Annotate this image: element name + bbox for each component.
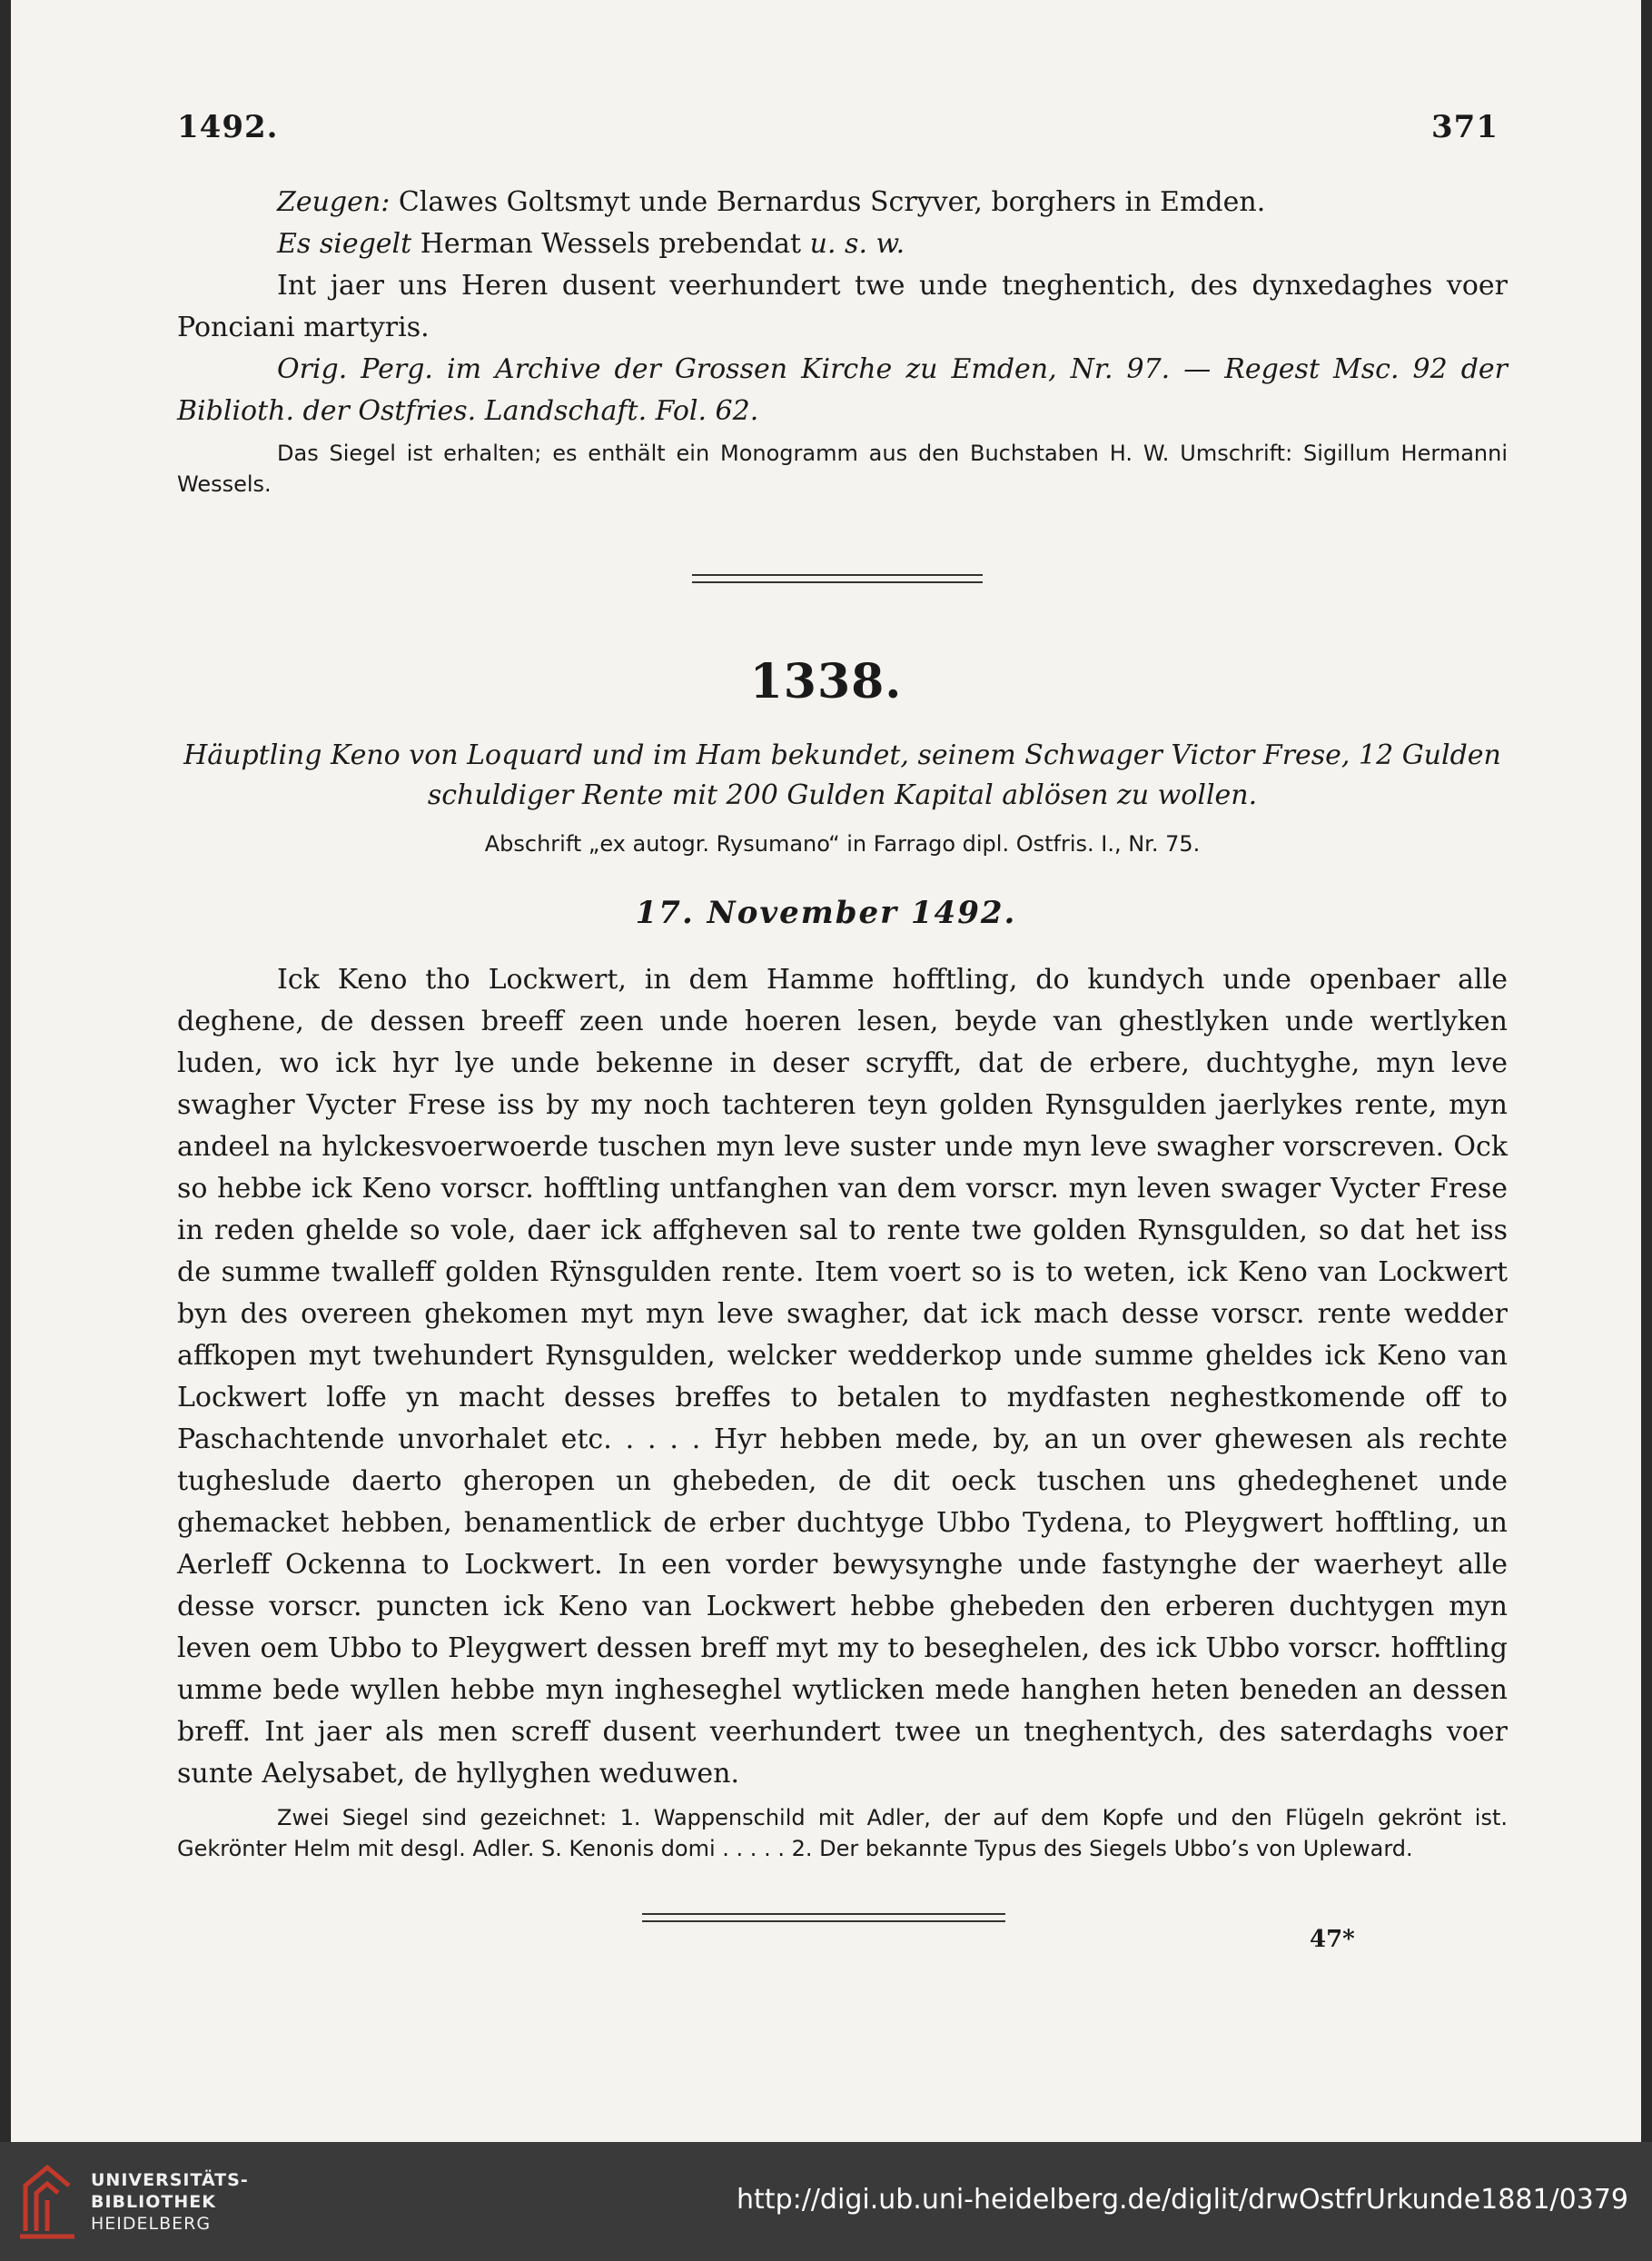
header-page-number: 371 — [1431, 109, 1499, 145]
archive-source: Orig. Perg. im Archive der Grossen Kirche zu Emden, Nr. 97. — Regest Msc. 92 der Biblioth. der Ostfries. Landschaft. Fol. 62. — [177, 353, 1508, 427]
date-clause: Int jaer uns Heren dusent veerhundert twe unde tneghentich, des dynxedaghes voer Ponciani martyris. — [177, 270, 1508, 343]
permalink-url[interactable]: http://digi.ub.uni-heidelberg.de/diglit/drwOstfrUrkunde1881/0379 — [737, 2184, 1628, 2216]
library-logo-icon — [16, 2158, 78, 2242]
document-number: 1338. — [749, 654, 903, 709]
document-page — [11, 0, 1641, 2142]
folio-mark: 47* — [1310, 1926, 1355, 1953]
copy-source: Abschrift „ex autogr. Rysumano“ in Farrago dipl. Ostfris. I., Nr. 75. — [484, 831, 1201, 857]
body-seal-note: Zwei Siegel sind gezeichnet: 1. Wappenschild mit Adler, der auf dem Kopfe und den Flügeln gekrönt ist. Gekrönter Helm mit desgl. Adler. S. Kenonis domi . . . . . 2. Der bekannte Typus des Siegels Ubbo’s von Upleward. — [177, 1805, 1508, 1861]
witnesses-line: Zeugen: Clawes Goltsmyt unde Bernardus Scryver, borghers in Emden. — [277, 186, 1266, 218]
document-summary: Häuptling Keno von Loquard und im Ham bekundet, seinem Schwager Victor Frese, 12 Gulden schuldiger Rente mit 200 Gulden Kapital ablösen zu wollen. — [183, 739, 1501, 811]
closing-divider — [642, 1913, 1005, 1922]
sealer-line: Es siegelt Herman Wessels prebendat u. s. w. — [277, 228, 905, 260]
viewer-footer — [0, 2142, 1652, 2261]
document-date: 17. November 1492. — [635, 895, 1017, 931]
seal-note: Das Siegel ist erhalten; es enthält ein Monogramm aus den Buchstaben H. W. Umschrift: Sigillum Hermanni Wessels. — [177, 441, 1508, 497]
previous-document-tail — [177, 182, 1508, 500]
running-header — [177, 109, 1499, 145]
header-year: 1492. — [177, 109, 279, 145]
document-body — [177, 959, 1508, 1864]
body-text: Ick Keno tho Lockwert, in dem Hamme hofftling, do kundych unde openbaer alle deghene, de dessen breeff zeen unde hoeren lesen, beyde van ghestlyken unde wertlyken luden, wo ick hyr lye unde bekenne in deser scryfft, dat de erbere, duchtyghe, myn leve swagher Vycter Frese iss by my noch tachteren teyn golden Rynsgulden jaerlykes rente, myn andeel na hylckesvoerwoerde tuschen myn leve suster unde myn leve swagher vorscreven. Ock so hebbe ick Keno vorscr. hofftling untfanghen van dem vorscr. myn leven swager Vycter Frese in reden ghelde so vole, daer ick affgheven sal to rente twe golden Rynsgulden, so dat het iss de summe twalleff golden Rÿnsgulden rente. Item voert so is to weten, ick Keno van Lockwert byn des overeen ghekomen myt myn leve swagher, dat ick mach desse vorscr. rente wedder affkopen myt twehundert Rynsgulden, welcker wedderkop unde summe gheldes ick Keno van Lockwert loffe yn macht desses breffes to betalen to mydfasten neghestkomende off to Paschachtende unvorhalet etc. . . . . Hyr hebben mede, by, an un over ghewesen als rechte tugheslude daerto gheropen un ghebeden, de dit oeck tuschen uns ghedeghenet unde ghemacket hebben, benamentlick de erber duchtyge Ubbo Tydena, to Pleygwert hofftling, un Aerleff Ockenna to Lockwert. In een vorder bewysynghe unde fastynghe der waerheyt alle desse vorscr. puncten ick Keno van Lockwert hebbe ghebeden den erberen duchtygen myn leven oem Ubbo to Pleygwert dessen breff myt my to beseghelen, des ick Ubbo vorscr. hofftling umme bede wyllen hebbe myn ingheseghel wytlicken mede hanghen heten beneden an dessen breff. Int jaer als men screff dusent veerhundert twee un tneghentych, des saterdaghs voer sunte Aelysabet, de hyllyghen weduwen. — [177, 964, 1508, 1790]
section-divider — [692, 574, 983, 583]
library-logo-text: UNIVERSITÄTS- BIBLIOTHEK HEIDELBERG — [91, 2170, 249, 2234]
